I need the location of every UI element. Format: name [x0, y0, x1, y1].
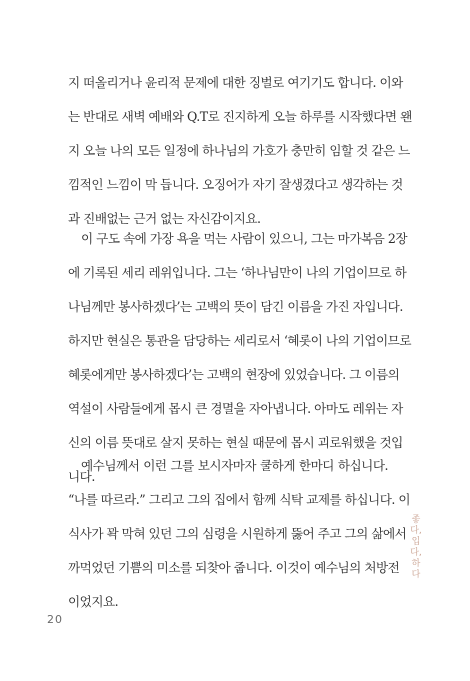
- side-running-title: 좋 다, 입 다, 하 다: [410, 515, 422, 580]
- text-line: 신의 이름 뜻대로 살지 못하는 현실 때문에 몹시 괴로워했을 것입: [68, 435, 403, 450]
- page-number: 20: [47, 613, 63, 626]
- text-line: 이었지요.: [68, 594, 119, 609]
- text-line: 이 구도 속에 가장 욕을 먹는 사람이 있으니, 그는 마가복음 2장: [81, 231, 408, 246]
- paragraph-1: [68, 66, 412, 236]
- text-line: 는 반대로 새벽 예배와 Q.T로 진지하게 오늘 하루를 시작했다면 왠: [68, 109, 412, 124]
- text-line: 역설이 사람들에게 몹시 큰 경멸을 자아냅니다. 아마도 레위는 자: [68, 401, 403, 416]
- text-line: 지 떠올리거나 윤리적 문제에 대한 징벌로 여기기도 합니다. 이와: [68, 75, 403, 90]
- text-line: 지 오늘 나의 모든 일정에 하나님의 가호가 충만히 임할 것 같은 느: [68, 143, 410, 158]
- text-line: “나를 따르라.” 그리고 그의 집에서 함께 식탁 교제를 하십니다. 이: [68, 492, 411, 507]
- text-line: 예수님께서 이런 그를 보시자마자 쿨하게 한마디 하십니다.: [81, 458, 388, 473]
- text-line: 하지만 현실은 통관을 담당하는 세리로서 ‘혜롯이 나의 기업이므로: [68, 333, 411, 348]
- text-line: 나님께만 봉사하겠다’는 고백의 뜻이 담긴 이름을 가진 자입니다.: [68, 299, 403, 314]
- text-line: 낌적인 느낌이 막 듭니다. 오징어가 자기 잘생겼다고 생각하는 것: [68, 177, 403, 192]
- text-line: 까먹었던 기쁨의 미소를 되찾아 줍니다. 이것이 예수님의 처방전: [68, 560, 400, 575]
- text-line: 과 진배없는 근거 없는 자신감이지요.: [68, 211, 261, 226]
- text-line: 혜롯에게만 봉사하겠다’는 고백의 현장에 있었습니다. 그 이름의: [68, 367, 400, 382]
- paragraph-3: [68, 449, 411, 619]
- text-line: 에 기록된 세리 레위입니다. 그는 ‘하나님만이 나의 기업이므로 하: [68, 265, 407, 280]
- text-line: 니다.: [68, 469, 95, 484]
- text-line: 식사가 꽉 막혀 있던 그의 심령을 시원하게 뚫어 주고 그의 삶에서: [68, 526, 407, 541]
